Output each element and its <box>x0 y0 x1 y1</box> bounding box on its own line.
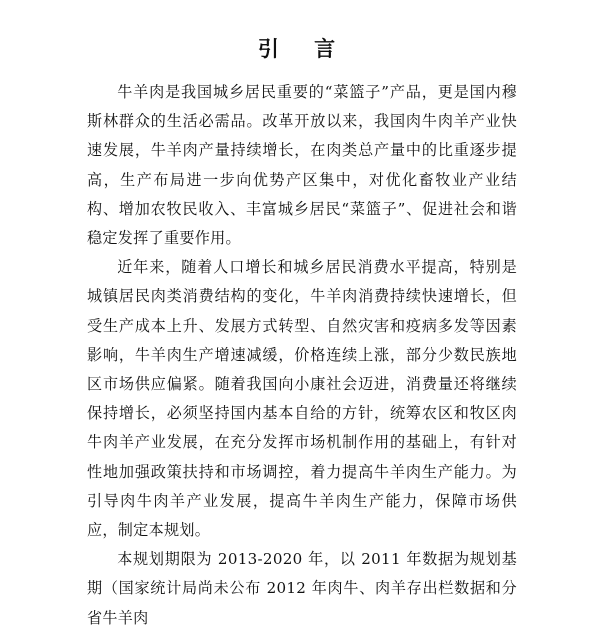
paragraph-3: 本规划期限为 2013-2020 年，以 2011 年数据为规划基期（国家统计局尚未公布 2012 年肉牛、肉羊存出栏数据和分省牛羊肉 <box>87 550 517 627</box>
page-title: 引 言 <box>257 37 350 61</box>
paragraph-2: 近年来，随着人口增长和城乡居民消费水平提高，特别是城镇居民肉类消费结构的变化，牛羊肉消费持续快速增长，但受生产成本上升、发展方式转型、自然灾害和疫病多发等因素影响，牛羊肉生产增速减缓，价格连续上涨，部分少数民族地区市场供应偏紧。随着我国向小康社会迈进，消费量还将继续保持增长，必须坚持国内基本自给的方针，统筹农区和牧区肉牛肉羊产业发展，在充分发挥市场机制作用的基础上，有针对性地加强政策扶持和市场调控，着力提高牛羊肉生产能力。为引导肉牛肉羊产业发展，提高牛羊肉生产能力，保障市场供应，制定本规划。 <box>87 258 517 540</box>
paragraph-1: 牛羊肉是我国城乡居民重要的“菜篮子”产品，更是国内穆斯林群众的生活必需品。改革开放以来，我国肉牛肉羊产业快速发展，牛羊肉产量持续增长，在肉类总产量中的比重逐步提高，生产布局进一步向优势产区集中，对优化畜牧业产业结构、增加农牧民收入、丰富城乡居民“菜篮子”、促进社会和谐稳定发挥了重要作用。 <box>87 83 517 248</box>
document-body <box>87 78 517 633</box>
